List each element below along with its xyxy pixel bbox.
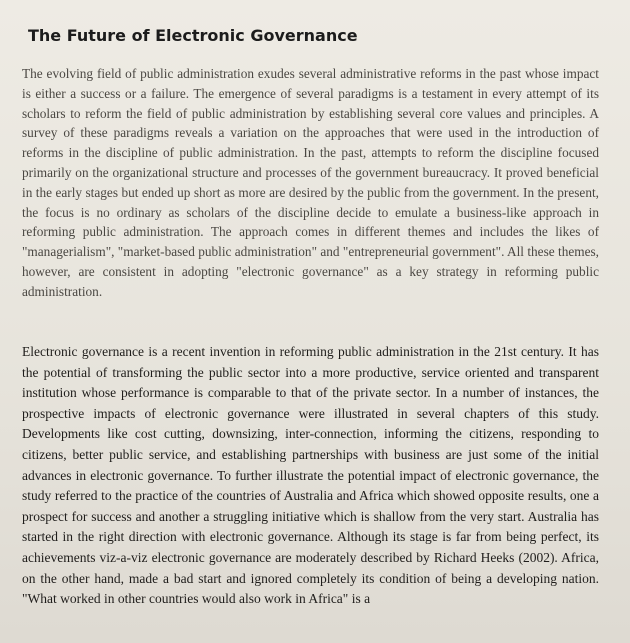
paragraph-1: The evolving field of public administration exudes several administrative reforms in the past whose impact is either a success or a failure. The emergence of several paradigms is a testament in every attempt of its scholars to reform the field of public administration by establishing several core values and principles. A survey of these paradigms reveals a variation on the approaches that were used in the introduction of reforms in the discipline of public administration. In the past, attempts to reform the discipline focused primarily on the organizational structure and processes of the government bureaucracy. It proved beneficial in the early stages but ended up short as more are desired by the public from the government. In the present, the focus is no ordinary as scholars of the discipline decide to emulate a business-like approach in reforming public administration. The approach comes in different themes and includes the likes of "managerialism", "market-based public administration" and "entrepreneurial government". All these themes, however, are consistent in adopting "electronic governance" as a key strategy in reforming public administration. (22, 66, 599, 299)
section-heading: The Future of Electronic Governance (28, 26, 358, 45)
paragraph-2: Electronic governance is a recent invention in reforming public administration in the 21st century. It has the potential of transforming the public sector into a more productive, service oriented and transparent institution whose performance is comparable to that of the private sector. In a number of instances, the prospective impacts of electronic governance were illustrated in several chapters of this study. Developments like cost cutting, downsizing, inter-connection, informing the citizens, responding to citizens, better public service, and establishing partnerships with business are just some of the initial advances in electronic governance. To further illustrate the potential impact of electronic governance, the study referred to the practice of the countries of Australia and Africa which showed opposite results, one a prospect for success and another a struggling initiative which is shallow from the very start. Australia has started in the right direction with electronic governance. Although its stage is far from being perfect, its achievements viz-a-viz electronic governance are moderately described by Richard Heeks (2002). Africa, on the other hand, made a bad start and ignored completely its condition of being a developing nation. "What worked in other countries would also work in Africa" is a (22, 344, 599, 607)
